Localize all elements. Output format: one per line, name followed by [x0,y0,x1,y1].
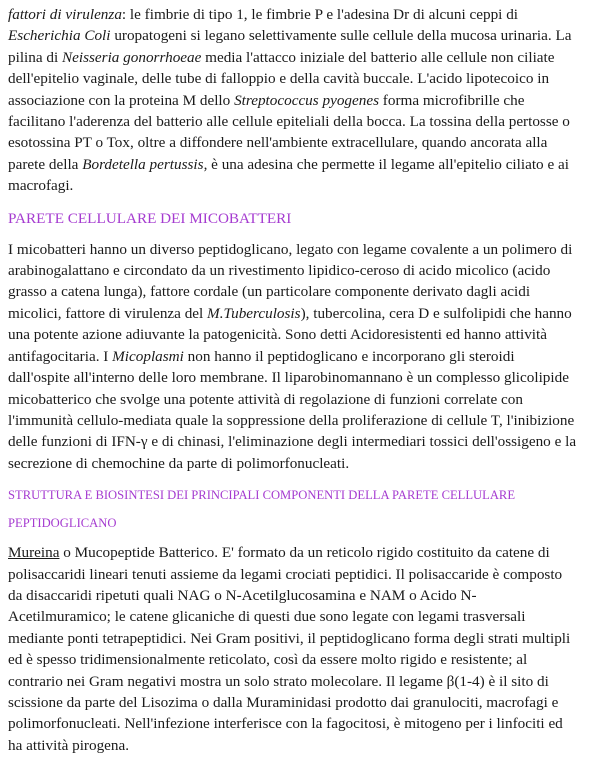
micobatteri-paragraph [8,239,578,474]
text-run: ), tubercolina, cera D e sulfolipidi che hanno una potente azione adiuvante la patogenicità. Sono detti Acidoresistenti ed hanno attività antifagocitaria. I [8,304,572,365]
text-run: media l'attacco iniziale del batterio alle cellule non ciliate dell'epitelio vaginale, delle tube di falloppio e della cavità buccale. L'acido lipotecoico in associazione con la proteina M dello [8,48,555,109]
text-run: M.Tuberculosis [207,304,301,322]
text-run: I micobatteri hanno un diverso peptidoglicano, legato con legame covalente a un polimero di arabinogalattano e circondato da un rivestimento lipidico-ceroso di acido micolico (acido grasso a catena lunga), fattore cordale (un particolare componente derivato dagli acidi micolici, fattore di virulenza del [8,240,573,322]
section-heading-struttura: STRUTTURA E BIOSINTESI DEI PRINCIPALI COMPONENTI DELLA PARETE CELLULARE [8,488,516,503]
section-heading-micobatteri: PARETE CELLULARE DEI MICOBATTERI [8,209,292,227]
text-run: Micoplasmi [112,347,184,365]
text-run: Streptococcus pyogenes [234,91,379,109]
text-run: , è una adesina che permette il legame all'epitelio ciliato e ai macrofagi. [8,155,569,195]
text-run: Bordetella pertussis [82,155,204,173]
text-run: non hanno il peptidoglicano e incorporano gli steroidi dall'ospite all'interno delle loro membrane. Il liparobinomannano è un complesso glicolipide micobatterico che svolge una potente attività di regolazione di funzioni correlate con l'immunità cellulo-mediata quale la soppressione della proliferazione di cellule T, l'inibizione delle funzioni di IFN-γ e di chinasi, l'eliminazione degli intermediari tossici dell'ossigeno e la secrezione di chemochine da parte di polimorfonucleati. [8,347,577,472]
text-run: o Mucopeptide Batterico. E' formato da un reticolo rigido costituito da catene di polisaccaridi lineari tenuti assieme da legami crociati peptidici. Il polisaccaride è composto da disaccaridi ripetuti quali NAG o N-Acetilglucosamina e NAM o Acido N-Acetilmuramico; le catene glicaniche di questi due sono legate con legami trasversali mediante ponti tetrapeptidici. Nei Gram positivi, il peptidoglicano forma degli strati multipli ed è spesso tridimensionalmente reticolato, così da essere molto rigido e resistente; al contrario nei Gram negativi mostra un solo strato molecolare. Il legame β(1-4) è il sito di scissione da parte del Lisozima o dalla Muraminidasi prodotto dai granulociti, macrofagi e polimorfonucleati. Nell'infezione interferisce con la fagocitosi, è mitogeno per i linfociti ed ha attività pirogena. [8,544,571,754]
text-run: : le fimbrie di tipo 1, le fimbrie P e l'adesina Dr di alcuni ceppi di [121,6,519,23]
text-run: fattori di virulenza [8,6,122,23]
text-run: Escherichia Coli [8,27,111,45]
text-run: forma microfibrille che facilitano l'aderenza del batterio alle cellule epiteliali della bocca. La tossina della pertosse o esotossina PT o Tox, oltre a diffondere nell'ambiente extracellulare, quando ancorata alla parete della [8,91,570,173]
text-run: uropatogeni si legano selettivamente sulle cellule della mucosa urinaria. La pilina di [8,27,572,66]
section-heading-peptidoglicano: PEPTIDOGLICANO [8,516,117,531]
text-run: Mureina [8,544,60,562]
intro-paragraph [8,4,578,197]
text-run: Neisseria gonorrhoeae [62,48,202,66]
mureina-paragraph [8,542,578,756]
